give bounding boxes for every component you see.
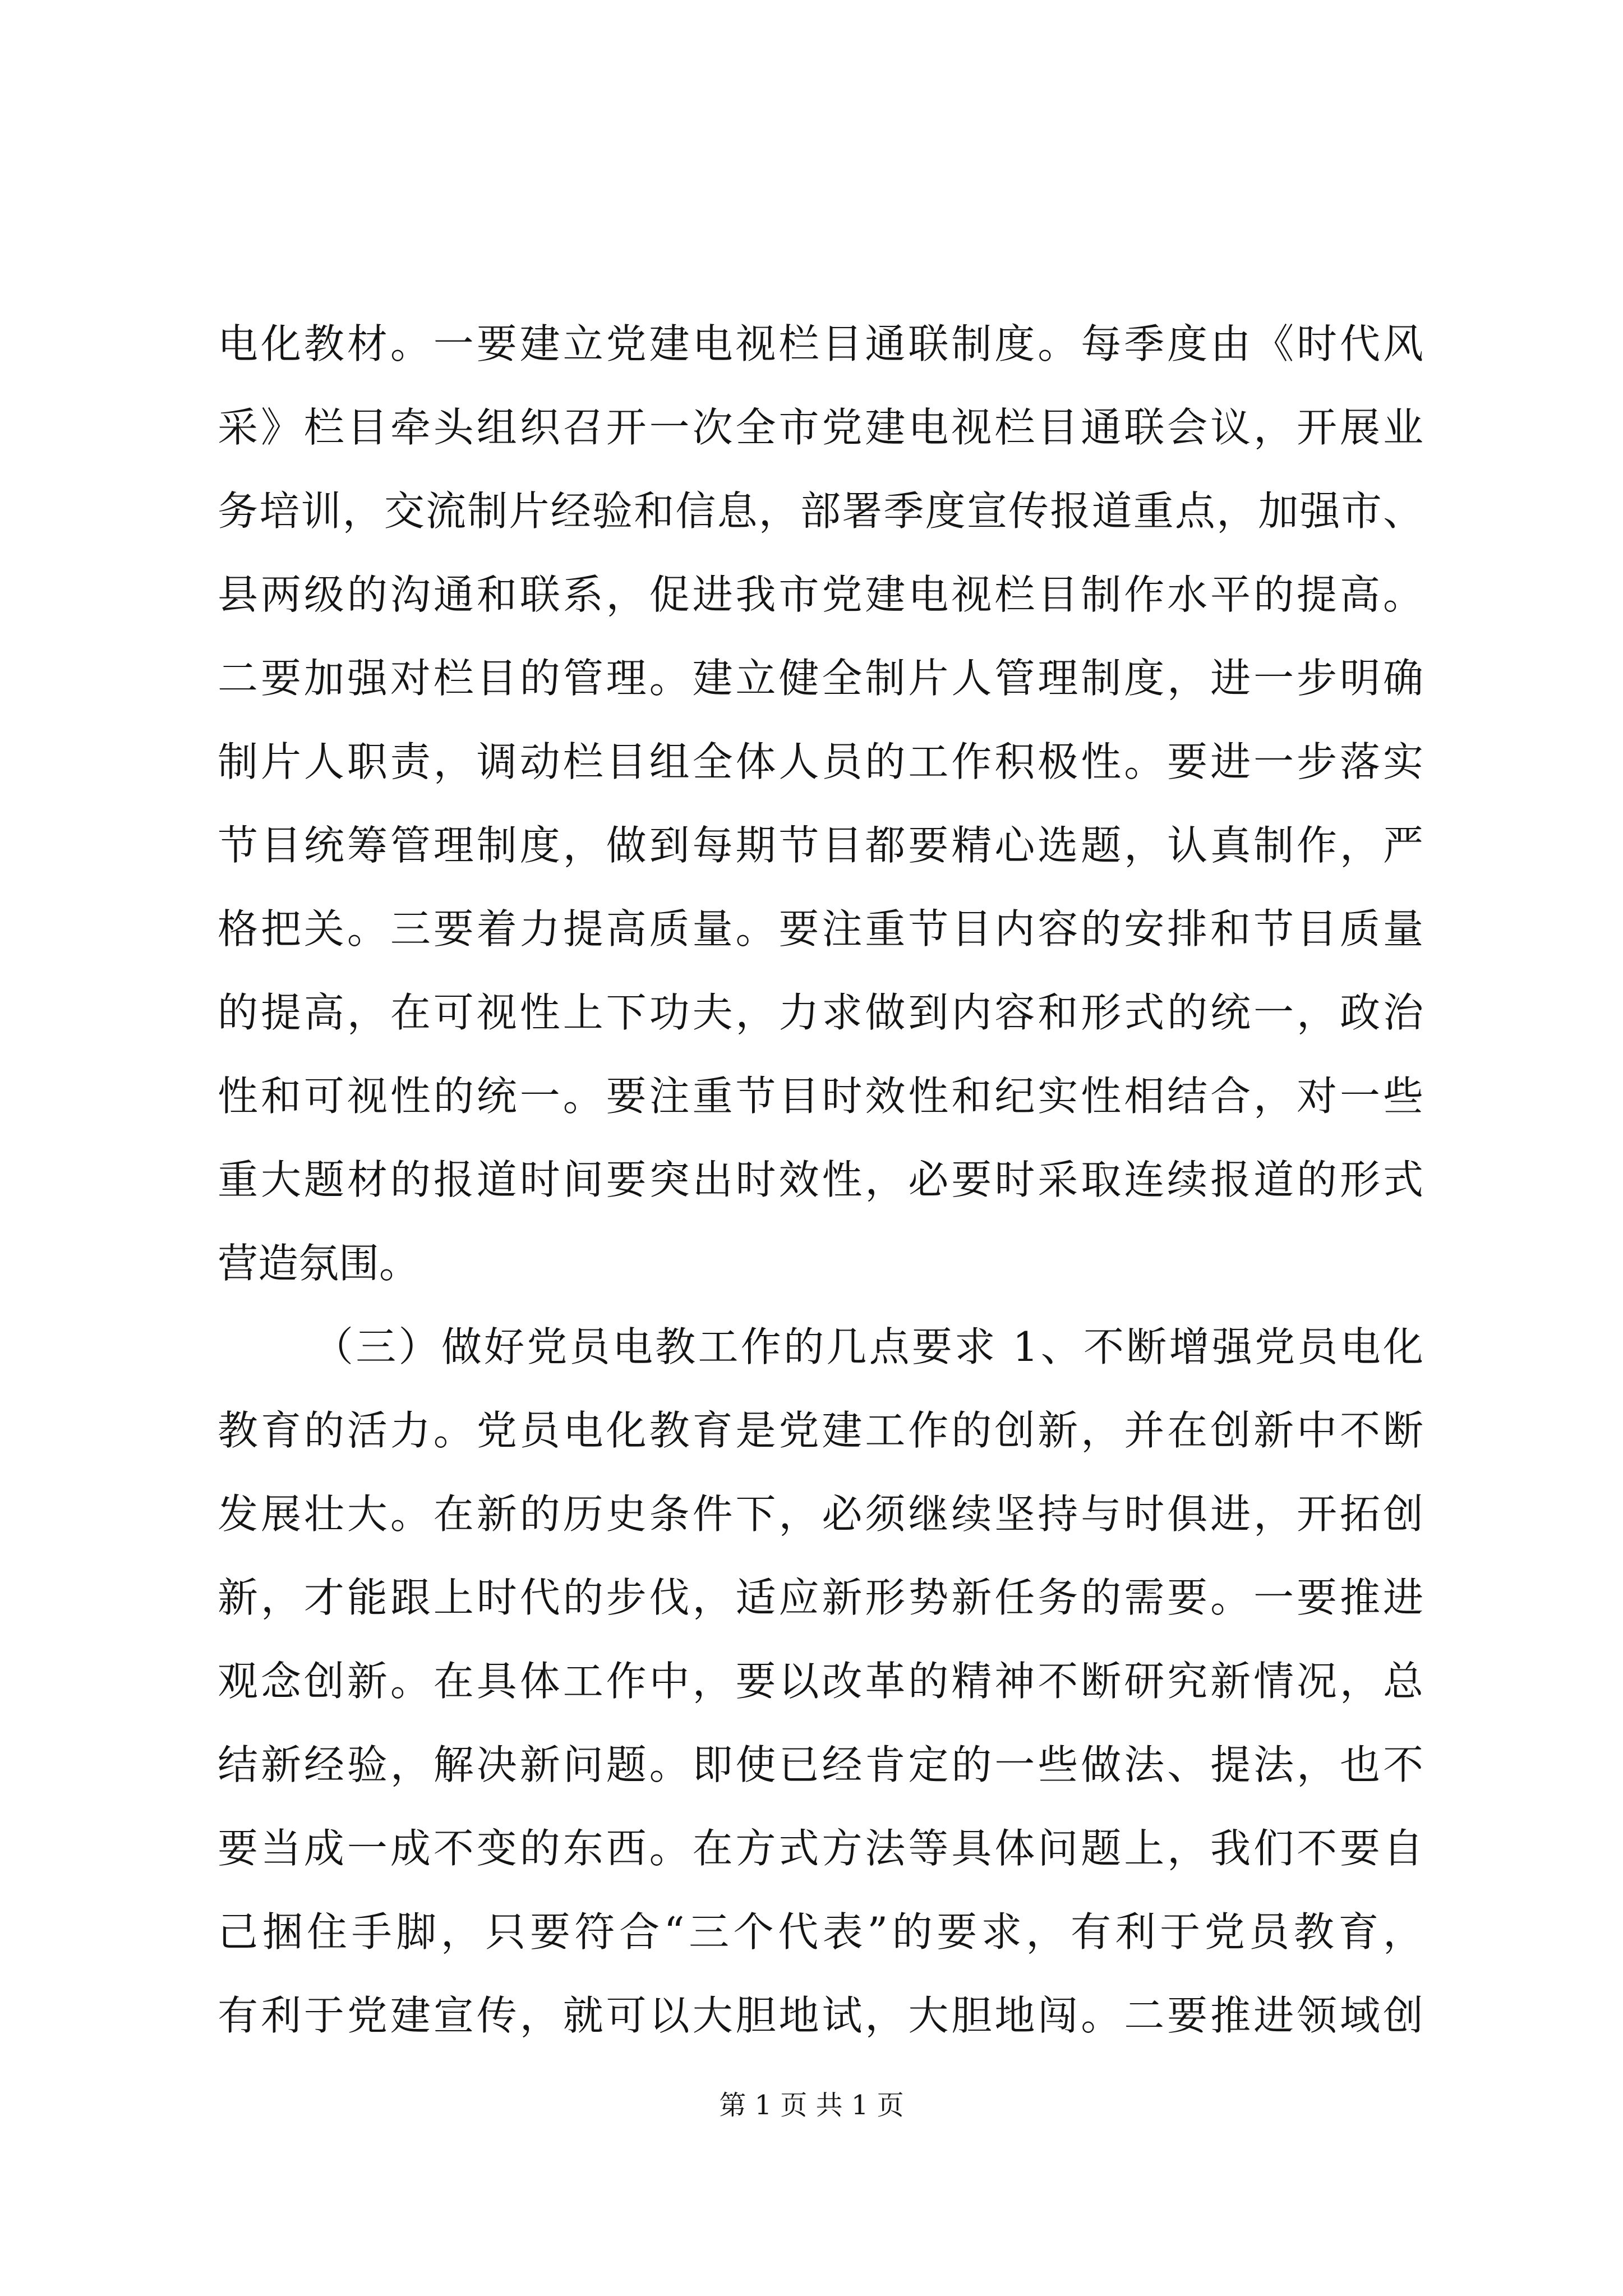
body-line: 新，才能跟上时代的步伐，适应新形势新任务的需要。一要推进 <box>218 1574 1423 1621</box>
document-body <box>218 302 1423 2058</box>
body-line: 重大题材的报道时间要突出时效性，必要时采取连续报道的形式 <box>218 1156 1423 1203</box>
body-line: 营造氛围。 <box>218 1240 420 1287</box>
body-line: 发展壮大。在新的历史条件下，必须继续坚持与时俱进，开拓创 <box>218 1490 1423 1538</box>
body-line: 县两级的沟通和联系，促进我市党建电视栏目制作水平的提高。 <box>218 571 1423 618</box>
body-line: 要当成一成不变的东西。在方式方法等具体问题上，我们不要自 <box>218 1825 1423 1872</box>
body-line: 教育的活力。党员电化教育是党建工作的创新，并在创新中不断 <box>218 1407 1423 1454</box>
body-line: 格把关。三要着力提高质量。要注重节目内容的安排和节目质量 <box>218 905 1423 953</box>
body-line: 电化教材。一要建立党建电视栏目通联制度。每季度由《时代风 <box>218 320 1423 367</box>
body-line: 采》栏目牵头组织召开一次全市党建电视栏目通联会议，开展业 <box>218 404 1423 451</box>
section-heading-line: （三）做好党员电教工作的几点要求 1、不断增强党员电化 <box>313 1323 1423 1370</box>
body-line: 有利于党建宣传，就可以大胆地试，大胆地闯。二要推进领域创 <box>218 1992 1423 2039</box>
body-line: 己捆住手脚，只要符合“三个代表”的要求，有利于党员教育， <box>218 1908 1423 1955</box>
paragraph-1 <box>218 302 1423 1305</box>
paragraph-2 <box>218 1305 1423 2058</box>
body-line: 二要加强对栏目的管理。建立健全制片人管理制度，进一步明确 <box>218 655 1423 702</box>
body-line: 务培训，交流制片经验和信息，部署季度宣传报道重点，加强市、 <box>218 487 1423 535</box>
body-line: 的提高，在可视性上下功夫，力求做到内容和形式的统一，政治 <box>218 989 1423 1036</box>
body-line: 制片人职责，调动栏目组全体人员的工作积极性。要进一步落实 <box>218 738 1423 785</box>
body-line: 性和可视性的统一。要注重节目时效性和纪实性相结合，对一些 <box>218 1073 1423 1120</box>
body-line: 观念创新。在具体工作中，要以改革的精神不断研究新情况，总 <box>218 1658 1423 1705</box>
body-line: 节目统筹管理制度，做到每期节目都要精心选题，认真制作，严 <box>218 822 1423 869</box>
page-footer: 第 1 页 共 1 页 <box>719 2090 904 2121</box>
body-line: 结新经验，解决新问题。即使已经肯定的一些做法、提法，也不 <box>218 1741 1423 1788</box>
